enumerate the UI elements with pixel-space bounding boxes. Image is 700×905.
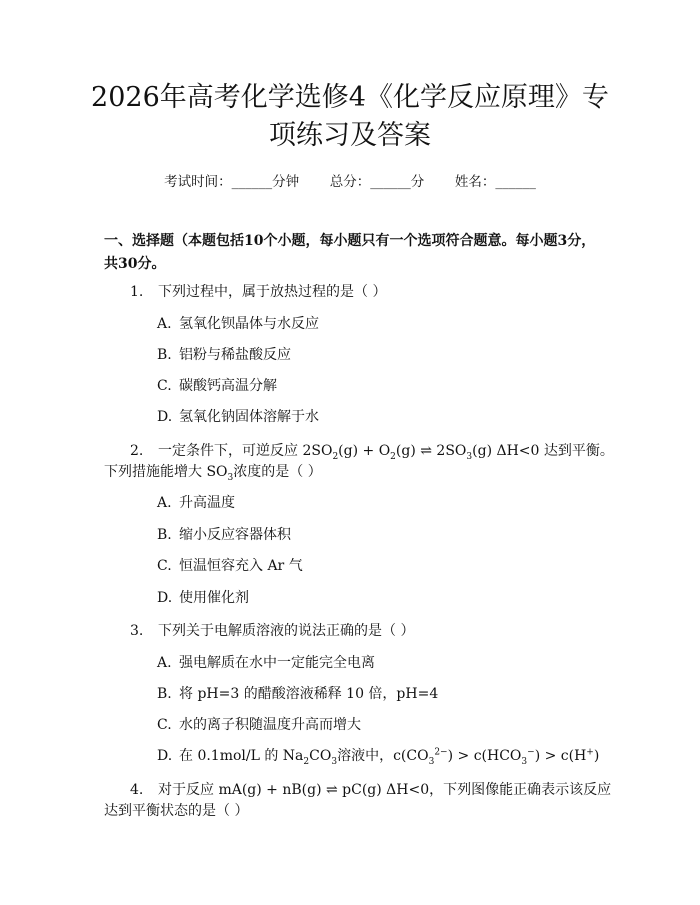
score-blank: ______	[370, 174, 411, 190]
option-text: 使用催化剂	[179, 590, 249, 606]
stem-text: (g) + O	[338, 443, 391, 459]
option-text: 铝粉与稀盐酸反应	[179, 347, 291, 363]
name-label: 姓名：	[454, 174, 496, 190]
option-letter: B.	[157, 686, 172, 702]
option-text: 在 0.1mol/L 的 Na	[179, 748, 304, 764]
stem-text: 浓度的是（ ）	[233, 464, 322, 480]
option-text: ) > c(HCO	[447, 748, 522, 764]
option-letter: B.	[157, 347, 172, 363]
q1-option-d	[157, 407, 319, 427]
subscript: 3	[227, 472, 234, 483]
option-text: CO	[309, 748, 332, 764]
option-letter: A.	[157, 316, 172, 332]
q3-option-a	[157, 653, 375, 673]
option-text: 强电解质在水中一定能完全电离	[179, 655, 375, 671]
question-number: 2.	[130, 443, 144, 459]
option-letter: D.	[157, 590, 173, 606]
document-title-line-1: 2026年高考化学选修4《化学反应原理》专	[91, 82, 609, 113]
q2-option-d	[157, 588, 249, 608]
option-letter: D.	[157, 409, 173, 425]
name-blank: ______	[495, 174, 536, 190]
question-2	[130, 441, 614, 461]
question-4-continued	[104, 801, 248, 821]
question-4	[130, 780, 611, 800]
subscript: 3	[521, 756, 528, 767]
time-blank: ______	[231, 174, 273, 190]
question-1	[130, 282, 386, 302]
stem-text: (g) ⇌ 2SO	[395, 443, 467, 459]
option-text: 氢氧化钡晶体与水反应	[179, 316, 319, 332]
option-text: ) > c(H	[534, 748, 587, 764]
q1-option-a	[157, 314, 319, 334]
option-text: 水的离子积随温度升高而增大	[179, 717, 361, 733]
option-text: 缩小反应容器体积	[179, 527, 291, 543]
subscript: 2	[332, 451, 339, 462]
option-letter: B.	[157, 527, 172, 543]
stem-text: (g) ΔH<0 达到平衡。	[472, 443, 614, 459]
q3-option-b	[157, 684, 438, 704]
document-title-line-2: 项练习及答案	[269, 120, 431, 151]
option-text: 溶液中，c(CO	[337, 748, 429, 764]
section-heading: 一、选择题（本题包括10个小题，每小题只有一个选项符合题意。每小题3分，共30分。	[104, 233, 596, 272]
subscript: 2	[303, 756, 310, 767]
subscript: 2	[390, 451, 396, 462]
option-letter: A.	[157, 655, 172, 671]
option-text: 氢氧化钠固体溶解于水	[179, 409, 319, 425]
question-stem: 对于反应 mA(g) + nB(g) ⇌ pC(g) ΔH<0，下列图像能正确表示该反应	[158, 782, 612, 798]
time-unit: 分钟	[272, 174, 300, 190]
superscript: −	[527, 747, 535, 758]
subscript: 3	[466, 451, 473, 462]
option-letter: C.	[157, 558, 172, 574]
subscript: 3	[428, 756, 435, 767]
option-text: 将 pH=3 的醋酸溶液稀释 10 倍，pH=4	[179, 686, 439, 702]
question-number: 1.	[130, 284, 144, 300]
stem-text: 一定条件下，可逆反应 2SO	[158, 443, 333, 459]
option-letter: C.	[157, 378, 172, 394]
option-letter: C.	[157, 717, 172, 733]
q3-option-d	[157, 746, 599, 766]
question-stem-continued: 达到平衡状态的是（ ）	[104, 803, 249, 819]
stem-text: 下列措施能增大 SO	[104, 464, 228, 480]
q1-option-b	[157, 345, 291, 365]
option-letter: D.	[157, 748, 173, 764]
exam-meta	[0, 170, 700, 190]
question-number: 3.	[130, 623, 144, 639]
superscript: 2−	[434, 747, 448, 758]
option-text: )	[593, 748, 600, 764]
score-unit: 分	[410, 174, 425, 190]
option-text: 恒温恒容充入 Ar 气	[179, 558, 303, 574]
option-text: 升高温度	[179, 495, 235, 511]
option-text: 碳酸钙高温分解	[179, 378, 277, 394]
q2-option-a	[157, 493, 235, 513]
question-stem: 下列过程中，属于放热过程的是（ ）	[158, 284, 387, 300]
question-number: 4.	[130, 782, 144, 798]
score-label: 总分：	[329, 174, 371, 190]
q2-option-b	[157, 525, 291, 545]
q3-option-c	[157, 715, 361, 735]
q1-option-c	[157, 376, 277, 396]
question-2-continued	[104, 462, 322, 482]
q2-option-c	[157, 556, 303, 576]
time-label: 考试时间：	[164, 174, 232, 190]
superscript: +	[586, 747, 594, 758]
option-letter: A.	[157, 495, 172, 511]
question-stem: 下列关于电解质溶液的说法正确的是（ ）	[158, 623, 415, 639]
subscript: 3	[331, 756, 338, 767]
question-3	[130, 621, 414, 641]
